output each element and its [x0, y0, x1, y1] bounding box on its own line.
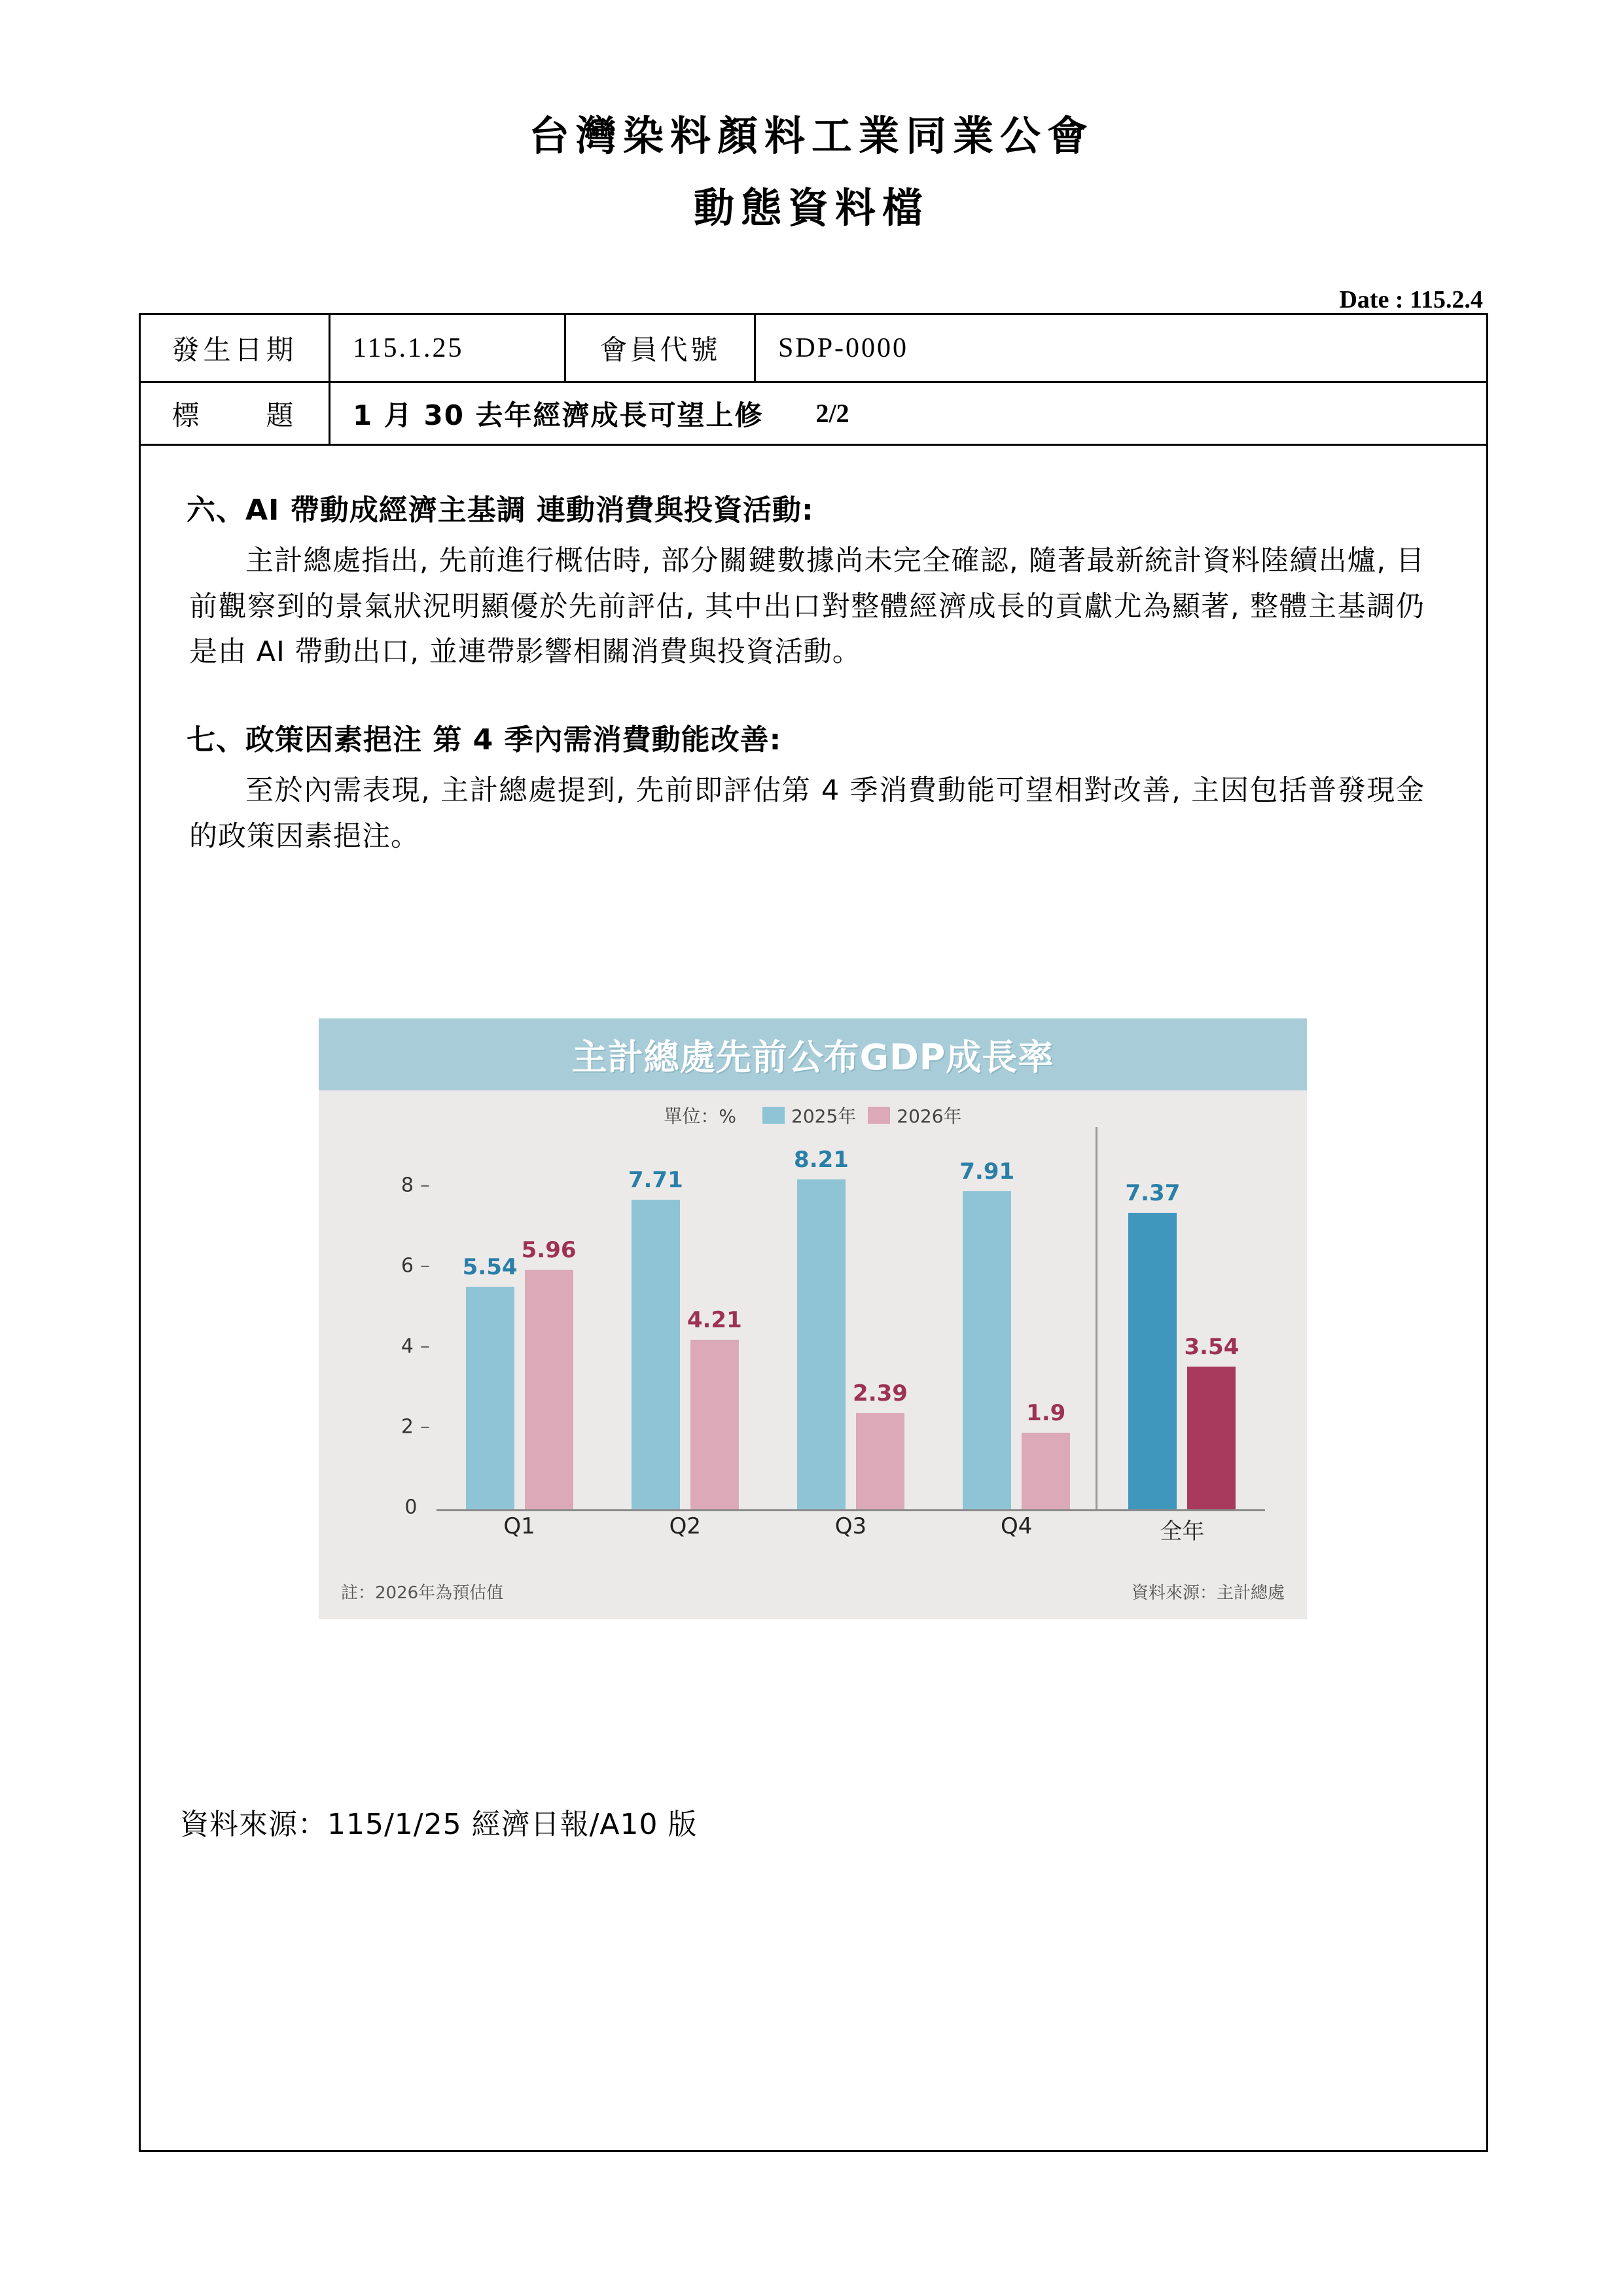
bar-group-full-year — [1099, 1143, 1265, 1509]
org-title-line1: 台灣染料顏料工業同業公會 — [528, 112, 1094, 160]
info-table-row-1 — [141, 315, 1486, 383]
bar-value-2025-full-year: 7.37 — [1125, 1180, 1181, 1206]
legend-label-2025: 2025年 — [791, 1105, 857, 1127]
chart-note: 註：2026年為預估值 — [341, 1583, 504, 1603]
chart-bar-groups — [437, 1143, 1265, 1509]
y-axis — [382, 1143, 430, 1519]
date-stamp: Date : 115.2.4 — [1339, 286, 1483, 314]
bar-2026-q1 — [521, 1237, 577, 1509]
bar-2025-q2 — [628, 1167, 683, 1509]
chart-unit-label: 單位：% — [664, 1105, 737, 1127]
occur-date-value: 115.1.25 — [330, 315, 566, 381]
bar-2026-q3 — [853, 1380, 908, 1509]
x-axis-labels — [437, 1513, 1265, 1545]
member-code-label: 會員代號 — [566, 315, 756, 381]
member-code-value: SDP-0000 — [778, 332, 909, 363]
bar-2026-q4 — [1022, 1400, 1070, 1509]
occur-date-label: 發生日期 — [141, 315, 330, 381]
x-label-q2: Q2 — [669, 1513, 701, 1539]
x-label-q1: Q1 — [503, 1513, 535, 1539]
y-tick-2: 2 – — [401, 1415, 430, 1439]
bar-group-q1 — [437, 1143, 602, 1509]
gdp-growth-chart — [319, 1018, 1307, 1619]
chart-plot-area — [437, 1143, 1265, 1511]
bar-2026-q2 — [687, 1307, 742, 1509]
y-tick-4: 4 – — [401, 1335, 430, 1358]
section-6-paragraph: 主計總處指出, 先前進行概估時, 部分關鍵數據尚未完全確認, 隨著最新統計資料陸續出爐, 目前觀察到的景氣狀況明顯優於先前評估, 其中出口對整體經濟成長的貢獻尤為顯著, 整體主基調仍是由 AI 帶動出口, 並連帶影響相關消費與投資活動。 — [189, 545, 1425, 669]
bar-value-2026-q3: 2.39 — [853, 1380, 908, 1407]
chart-title: 主計總處先前公布GDP成長率 — [571, 1036, 1054, 1078]
bar-value-2025-q4: 7.91 — [959, 1158, 1015, 1185]
bar-2025-q3 — [794, 1147, 849, 1509]
chart-title-bar — [319, 1018, 1307, 1090]
section-7-heading: 七、政策因素挹注 第 4 季內需消費動能改善: — [187, 723, 782, 757]
chart-plot — [382, 1143, 1265, 1519]
y-tick-8: 8 – — [401, 1174, 430, 1197]
subject-value: 1 月 30 去年經濟成長可望上修 — [353, 399, 764, 431]
subject-value-wrap — [330, 383, 1486, 444]
footer-source-line: 資料來源：115/1/25 經濟日報/A10 版 — [180, 1808, 698, 1841]
section-7-paragraph: 至於內需表現, 主計總處提到, 先前即評估第 4 季消費動能可望相對改善, 主因包括普發現金的政策因素挹注。 — [189, 774, 1425, 853]
bar-value-2025-q3: 8.21 — [794, 1147, 849, 1173]
org-title-line2: 動態資料檔 — [693, 184, 929, 232]
x-label-full-year: 全年 — [1160, 1518, 1205, 1545]
legend-swatch-2026 — [868, 1107, 890, 1124]
section-6-heading: 六、AI 帶動成經濟主基調 連動消費與投資活動: — [187, 493, 814, 527]
page-marker: 2/2 — [815, 399, 849, 428]
bar-group-q4 — [934, 1143, 1099, 1509]
x-label-q4: Q4 — [1001, 1513, 1033, 1539]
subject-label: 標 題 — [141, 383, 330, 444]
bar-group-q2 — [602, 1143, 768, 1509]
legend-item-2026 — [868, 1102, 961, 1128]
y-tick-6: 6 – — [401, 1254, 430, 1278]
bar-value-2025-q2: 7.71 — [628, 1167, 683, 1193]
bar-value-2026-full-year: 3.54 — [1184, 1334, 1240, 1360]
bar-2025-q4 — [959, 1158, 1015, 1509]
bar-group-q3 — [768, 1143, 933, 1509]
info-table-row-2 — [141, 383, 1486, 446]
bar-2025-full-year — [1125, 1180, 1181, 1509]
bar-value-2025-q1: 5.54 — [462, 1254, 518, 1280]
bar-2025-q1 — [462, 1254, 518, 1509]
bar-value-2026-q1: 5.96 — [521, 1237, 577, 1263]
bar-value-2026-q2: 4.21 — [687, 1307, 742, 1333]
bar-2026-full-year — [1184, 1334, 1240, 1509]
chart-source: 資料來源：主計總處 — [1131, 1583, 1285, 1603]
legend-swatch-2025 — [762, 1107, 785, 1124]
legend-item-2025 — [762, 1102, 856, 1128]
legend-label-2026: 2026年 — [897, 1105, 962, 1127]
document-frame — [139, 313, 1488, 2152]
document-body — [141, 446, 1486, 859]
y-tick-0: 0 — [404, 1496, 418, 1519]
chart-legend — [319, 1102, 1307, 1128]
bar-value-2026-q4: 1.9 — [1026, 1400, 1066, 1426]
x-label-q3: Q3 — [834, 1513, 867, 1539]
